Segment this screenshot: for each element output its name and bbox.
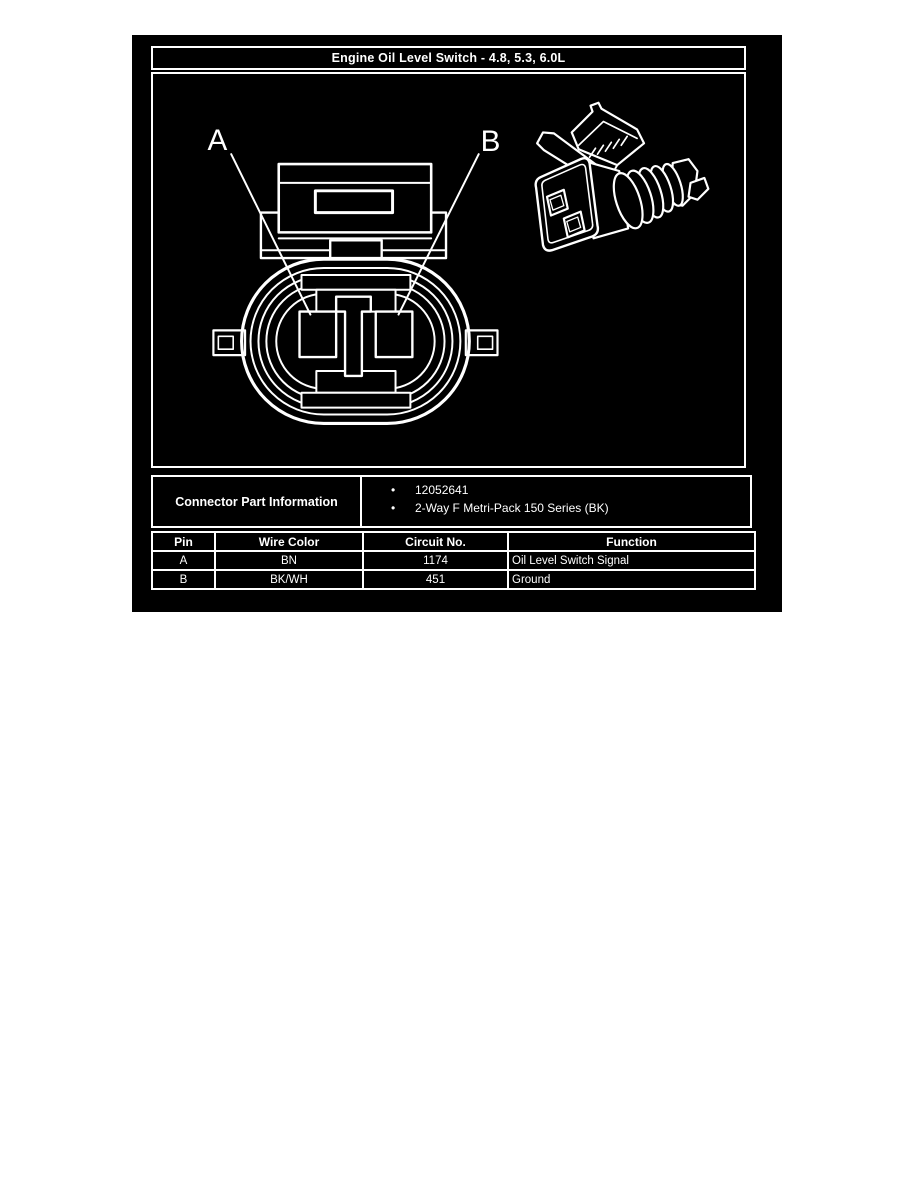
figure-title-text: Engine Oil Level Switch - 4.8, 5.3, 6.0L xyxy=(331,51,566,65)
cell-function: Ground xyxy=(508,570,755,589)
connector-part-info-table xyxy=(151,475,752,528)
connector-figure xyxy=(132,35,782,612)
list-item xyxy=(362,482,750,500)
cell-wire-color: BN xyxy=(215,551,363,570)
list-item xyxy=(362,500,750,518)
header-function: Function xyxy=(508,532,755,551)
part-info-details xyxy=(361,476,751,527)
cell-circuit-no: 451 xyxy=(363,570,508,589)
cell-circuit-no: 1174 xyxy=(363,551,508,570)
terminal-cavity-a xyxy=(300,312,337,358)
cell-function: Oil Level Switch Signal xyxy=(508,551,755,570)
table-row xyxy=(152,476,751,527)
figure-title xyxy=(151,46,746,70)
header-pin: Pin xyxy=(152,532,215,551)
connector-diagram-svg xyxy=(153,74,744,466)
bullet-icon: • xyxy=(391,483,396,497)
table-header-row xyxy=(152,532,755,551)
connector-front-view xyxy=(207,124,500,423)
front-center-key xyxy=(330,240,381,258)
table-row-pin-a xyxy=(152,551,755,570)
table-row-pin-b xyxy=(152,570,755,589)
pinout-table xyxy=(151,531,756,590)
cell-pin: B xyxy=(152,570,215,589)
pin-label-b: B xyxy=(480,125,501,159)
connector-diagram xyxy=(151,72,746,468)
cell-pin: A xyxy=(152,551,215,570)
terminal-cavity-b xyxy=(376,312,413,358)
header-wire-color: Wire Color xyxy=(215,532,363,551)
cell-wire-color: BK/WH xyxy=(215,570,363,589)
header-circuit-no: Circuit No. xyxy=(363,532,508,551)
front-center-divider xyxy=(336,297,371,376)
pin-label-a: A xyxy=(207,124,228,158)
part-series: 2-Way F Metri-Pack 150 Series (BK) xyxy=(415,500,609,515)
front-lock-tower xyxy=(279,164,431,232)
part-info-label: Connector Part Information xyxy=(152,476,361,527)
front-top-bridge-outer xyxy=(302,275,411,290)
bullet-icon: • xyxy=(391,500,396,515)
part-number: 12052641 xyxy=(415,483,469,497)
connector-3d-view xyxy=(536,103,709,251)
front-bottom-bridge-outer xyxy=(302,393,411,408)
